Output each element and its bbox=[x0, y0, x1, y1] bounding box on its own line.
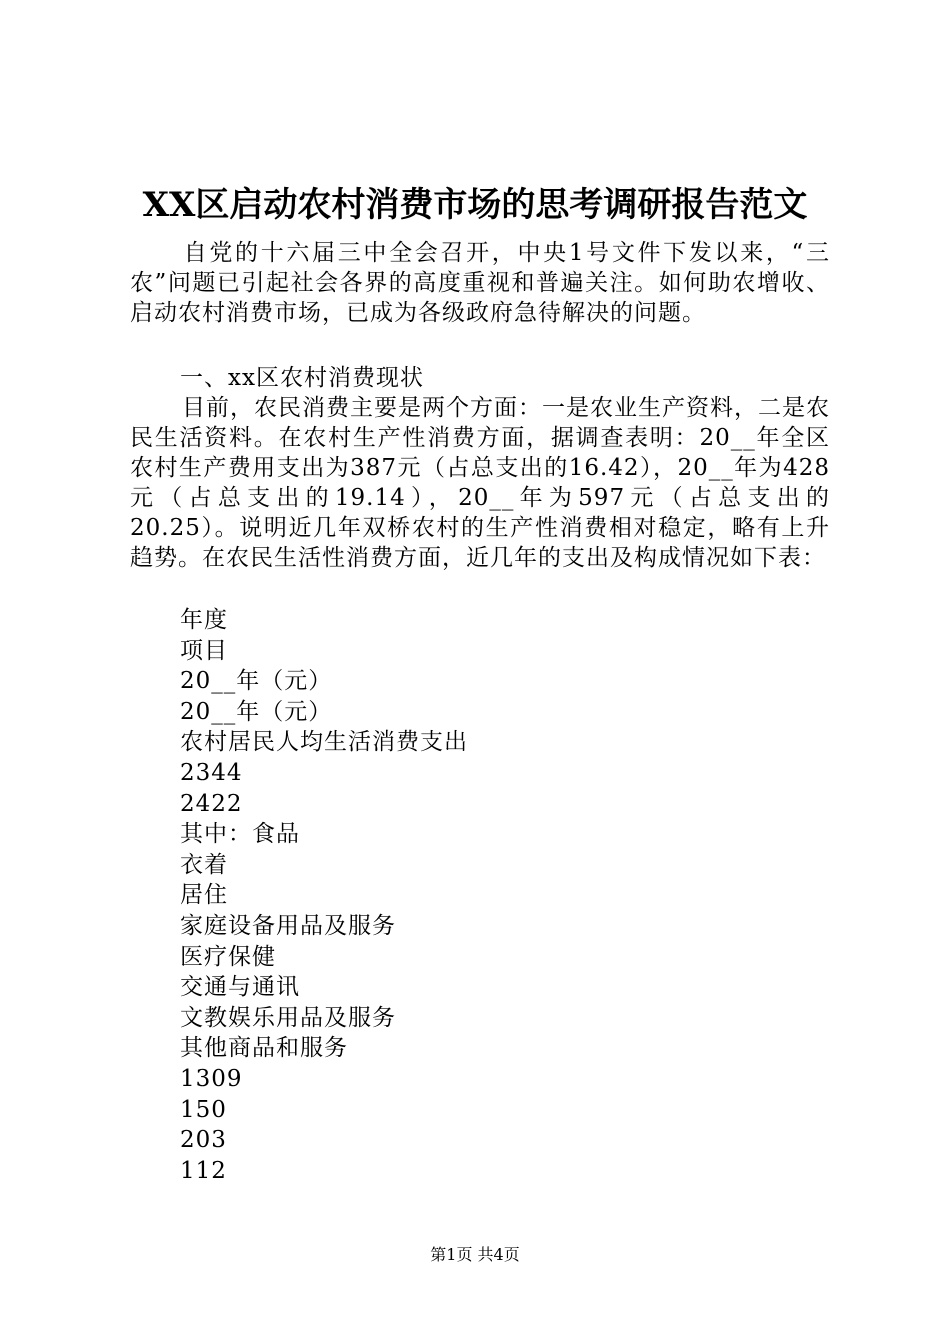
table-line: 2422 bbox=[180, 790, 243, 817]
table-line: 112 bbox=[180, 1157, 227, 1184]
table-line: 其他商品和服务 bbox=[180, 1035, 348, 1062]
section-paragraph bbox=[130, 393, 830, 573]
table-line: 年度 bbox=[180, 607, 228, 633]
table-line: 203 bbox=[180, 1127, 227, 1154]
table-line: 家庭设备用品及服务 bbox=[180, 912, 396, 939]
table-line: 1309 bbox=[180, 1065, 243, 1092]
page-footer: 第1页 共4页 bbox=[430, 1245, 520, 1264]
table-line: 其中：食品 bbox=[180, 821, 300, 848]
table-line: 2344 bbox=[180, 759, 243, 786]
table-line: 衣着 bbox=[180, 851, 228, 878]
table-line: 项目 bbox=[180, 637, 228, 664]
table-lines bbox=[180, 605, 468, 1186]
intro-paragraph bbox=[130, 238, 830, 328]
table-line: 交通与通讯 bbox=[180, 974, 300, 1001]
table-line: 文教娱乐用品及服务 bbox=[180, 1004, 396, 1031]
table-line: 医疗保健 bbox=[180, 943, 276, 970]
intro-text: 自党的十六届三中全会召开，中央1号文件下发以来，“三农”问题已引起社会各界的高度重视和普遍关注。如何助农增收、启动农村消费市场，已成为各级政府急待解决的问题。 bbox=[130, 240, 830, 326]
table-line: 20__年（元） bbox=[180, 668, 333, 695]
section-paragraph-text: 目前，农民消费主要是两个方面：一是农业生产资料，二是农民生活资料。在农村生产性消费方面，据调查表明：20__年全区农村生产费用支出为387元（占总支出的16.42），20__年为428元（占总支出的19.14），20__年为597元（占总支出的20.25）。说明近几年双桥农村的生产性消费相对稳定，略有上升趋势。在农民生活性消费方面，近几年的支出及构成情况如下表： bbox=[130, 395, 830, 571]
table-line: 农村居民人均生活消费支出 bbox=[180, 729, 468, 756]
table-line: 居住 bbox=[180, 882, 228, 909]
table-line: 150 bbox=[180, 1096, 227, 1123]
table-line: 20__年（元） bbox=[180, 698, 333, 725]
document-title: XX区启动农村消费市场的思考调研报告范文 bbox=[142, 185, 808, 225]
section-heading: 一、xx区农村消费现状 bbox=[180, 365, 424, 391]
